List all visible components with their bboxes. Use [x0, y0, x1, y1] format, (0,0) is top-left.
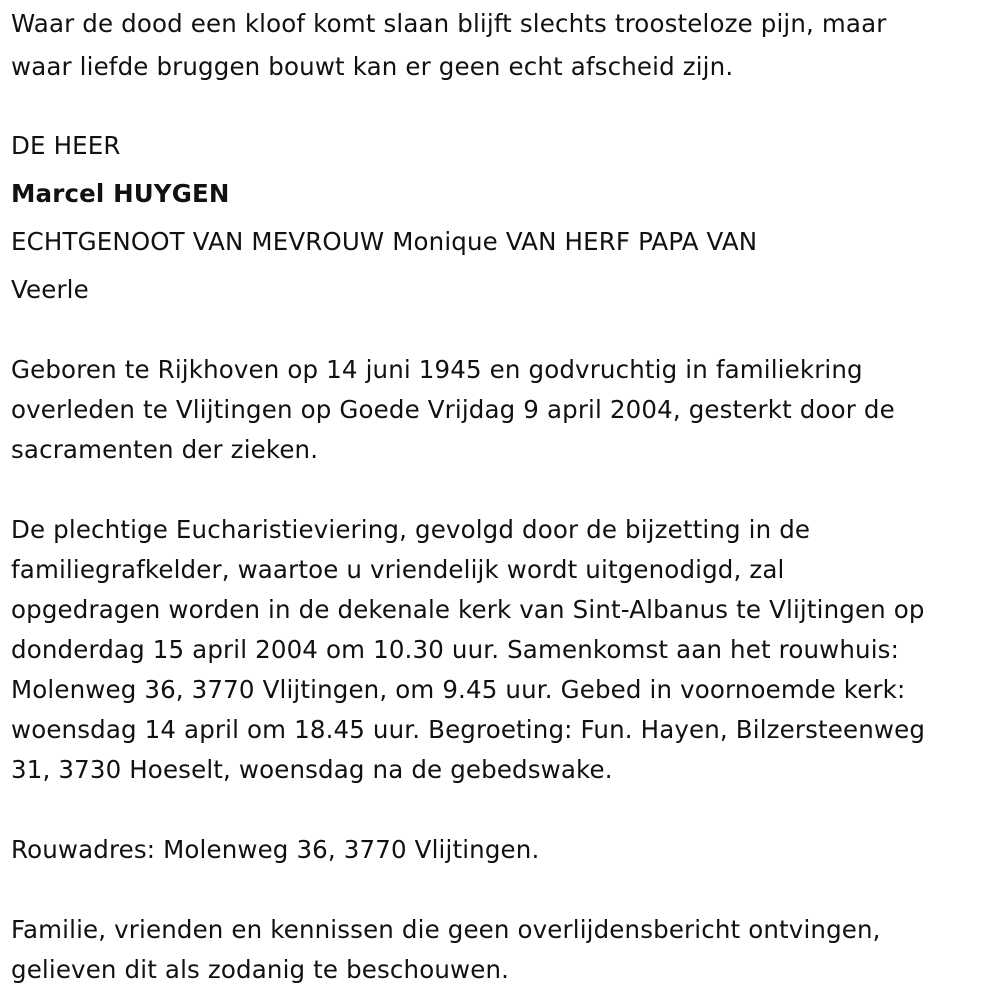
closing-line-1: Familie, vrienden en kennissen die geen overlijdensbericht ontvingen, [11, 915, 881, 944]
ceremony-line-2: familiegrafkelder, waartoe u vriendelijk wordt uitgenodigd, zal [11, 555, 785, 584]
ceremony-line-4: donderdag 15 april 2004 om 10.30 uur. Samenkomst aan het rouwhuis: [11, 635, 899, 664]
quote-line-1: Waar de dood een kloof komt slaan blijft slechts troosteloze pijn, maar [11, 9, 887, 38]
deceased-title: DE HEER [11, 131, 121, 160]
ceremony-line-6: woensdag 14 april om 18.45 uur. Begroeting: Fun. Hayen, Bilzersteenweg [11, 715, 926, 744]
closing-line-2: gelieven dit als zodanig te beschouwen. [11, 955, 510, 984]
ceremony-line-5: Molenweg 36, 3770 Vlijtingen, om 9.45 uur. Gebed in voornoemde kerk: [11, 675, 906, 704]
deceased-relation-line-1: ECHTGENOOT VAN MEVROUW Monique VAN HERF PAPA VAN [11, 227, 758, 256]
quote-line-2: waar liefde bruggen bouwt kan er geen echt afscheid zijn. [11, 52, 734, 81]
ceremony-line-7: 31, 3730 Hoeselt, woensdag na de gebedswake. [11, 755, 613, 784]
obituary-document [11, 0, 996, 1006]
birth-death-line-3: sacramenten der zieken. [11, 435, 319, 464]
deceased-name: Marcel HUYGEN [11, 179, 230, 208]
ceremony-line-3: opgedragen worden in de dekenale kerk van Sint-Albanus te Vlijtingen op [11, 595, 925, 624]
ceremony-line-1: De plechtige Eucharistieviering, gevolgd door de bijzetting in de [11, 515, 811, 544]
mourning-address-line: Rouwadres: Molenweg 36, 3770 Vlijtingen. [11, 835, 540, 864]
birth-death-line-1: Geboren te Rijkhoven op 14 juni 1945 en godvruchtig in familiekring [11, 355, 863, 384]
deceased-relation-line-2: Veerle [11, 275, 89, 304]
birth-death-line-2: overleden te Vlijtingen op Goede Vrijdag 9 april 2004, gesterkt door de [11, 395, 895, 424]
